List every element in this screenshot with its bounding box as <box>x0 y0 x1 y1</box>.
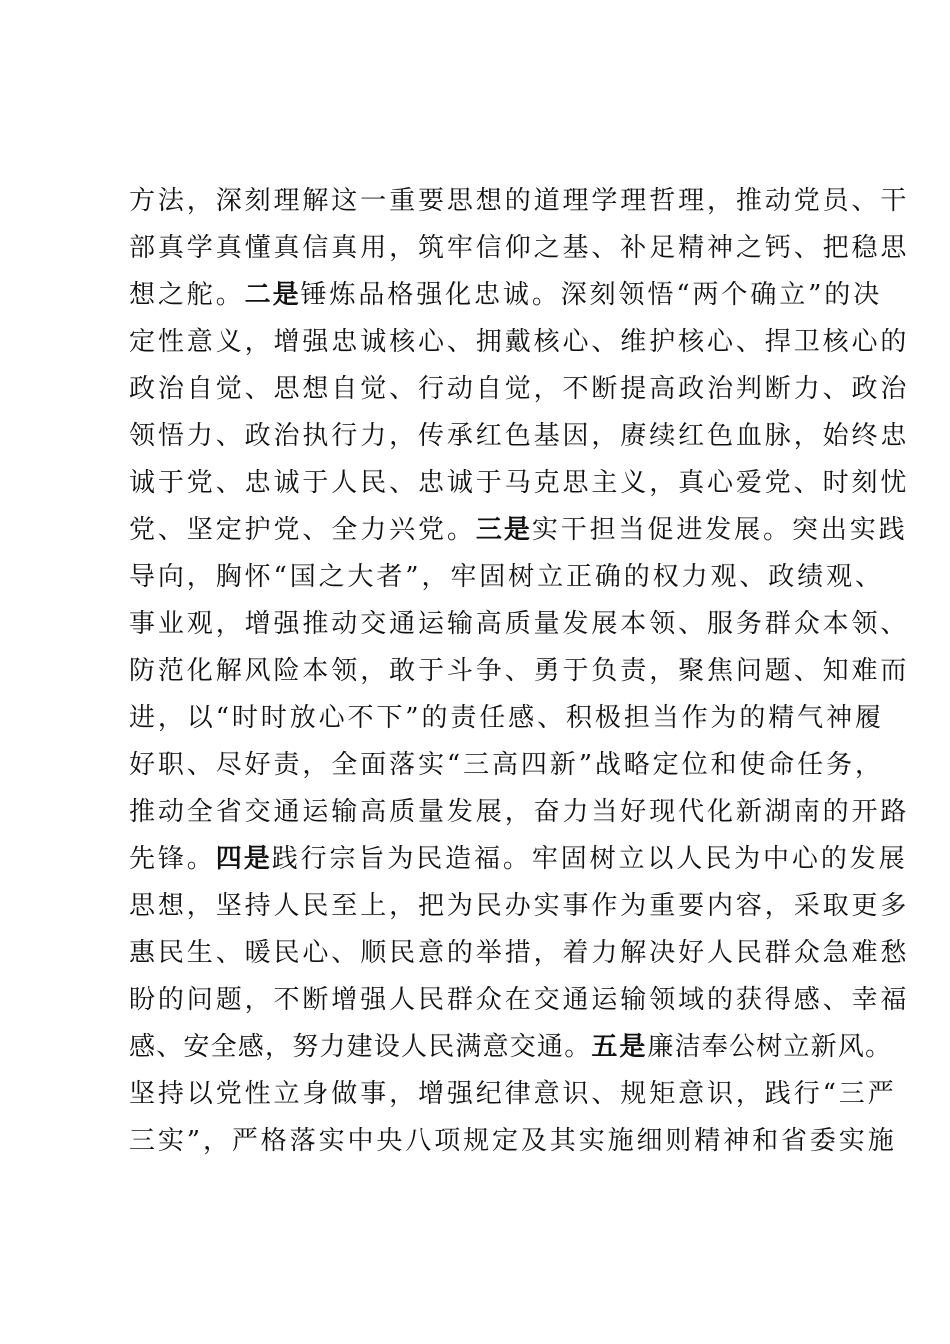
text-run: 诚于党、忠诚于人民、忠诚于马克思主义，真心爱党、时刻忧 <box>129 468 910 498</box>
text-run: 事业观，增强推动交通运输高质量发展本领、服务群众本领、 <box>129 609 910 639</box>
text-line <box>129 507 908 554</box>
text-run: 践行宗旨为民造福。牢固树立以人民为中心的发展 <box>271 844 908 874</box>
text-line <box>129 225 910 272</box>
text-run: 定性意义，增强忠诚核心、拥戴核心、维护核心、捍卫核心的 <box>129 327 910 357</box>
text-run: 感、安全感，努力建设人民满意交通。 <box>129 1032 592 1062</box>
text-run: 惠民生、暖民心、顺民意的举措，着力解决好人民群众急难愁 <box>129 938 910 968</box>
text-run: 推动全省交通运输高质量发展，奋力当好现代化新湖南的开路 <box>129 797 910 827</box>
text-run: 实干担当促进发展。突出实践 <box>531 515 908 545</box>
text-run: 先锋。 <box>129 844 216 874</box>
text-line <box>129 742 884 789</box>
text-line <box>129 601 910 648</box>
text-run: 三实”，严格落实中央八项规定及其实施细则精神和省委实施 <box>129 1126 897 1156</box>
text-line <box>129 413 910 460</box>
bold-heading-marker: 二是 <box>244 280 301 310</box>
text-line <box>129 1118 897 1165</box>
text-run: 方法，深刻理解这一重要思想的道理学理哲理，推动党员、干 <box>129 186 910 216</box>
text-run: 好职、尽好责，全面落实“三高四新”战略定位和使命任务， <box>129 750 884 780</box>
body-text <box>129 178 910 1165</box>
text-run: 领悟力、政治执行力，传承红色基因，赓续红色血脉，始终忠 <box>129 421 910 451</box>
text-line <box>129 554 884 601</box>
text-line <box>129 789 910 836</box>
text-run: 坚持以党性立身做事，增强纪律意识、规矩意识，践行“三严 <box>129 1079 897 1109</box>
text-run: 廉洁奉公树立新风。 <box>647 1032 893 1062</box>
text-line <box>129 695 884 742</box>
text-line <box>129 648 910 695</box>
text-run: 导向，胸怀“国之大者”，牢固树立正确的权力观、政绩观、 <box>129 562 884 592</box>
text-run: 盼的问题，不断增强人民群众在交通运输领域的获得感、幸福 <box>129 985 910 1015</box>
text-line <box>129 836 908 883</box>
text-run: 政治自觉、思想自觉、行动自觉，不断提高政治判断力、政治 <box>129 374 910 404</box>
text-run: 锤炼品格强化忠诚。深刻领悟“两个确立”的决 <box>300 280 883 310</box>
text-line <box>129 883 910 930</box>
text-line <box>129 272 883 319</box>
bold-heading-marker: 五是 <box>591 1032 648 1062</box>
text-line <box>129 366 910 413</box>
bold-heading-marker: 三是 <box>475 515 532 545</box>
text-line <box>129 319 910 366</box>
text-run: 防范化解风险本领，敢于斗争、勇于负责，聚焦问题、知难而 <box>129 656 910 686</box>
text-line <box>129 178 910 225</box>
text-run: 思想，坚持人民至上，把为民办实事作为重要内容，采取更多 <box>129 891 910 921</box>
text-line <box>129 1071 897 1118</box>
text-run: 想之舵。 <box>129 280 245 310</box>
text-run: 进，以“时时放心不下”的责任感、积极担当作为的精气神履 <box>129 703 884 733</box>
text-line <box>129 460 910 507</box>
text-run: 党、坚定护党、全力兴党。 <box>129 515 476 545</box>
text-line <box>129 1024 893 1071</box>
text-line <box>129 930 910 977</box>
bold-heading-marker: 四是 <box>215 844 272 874</box>
text-line <box>129 977 910 1024</box>
text-run: 部真学真懂真信真用，筑牢信仰之基、补足精神之钙、把稳思 <box>129 233 910 263</box>
